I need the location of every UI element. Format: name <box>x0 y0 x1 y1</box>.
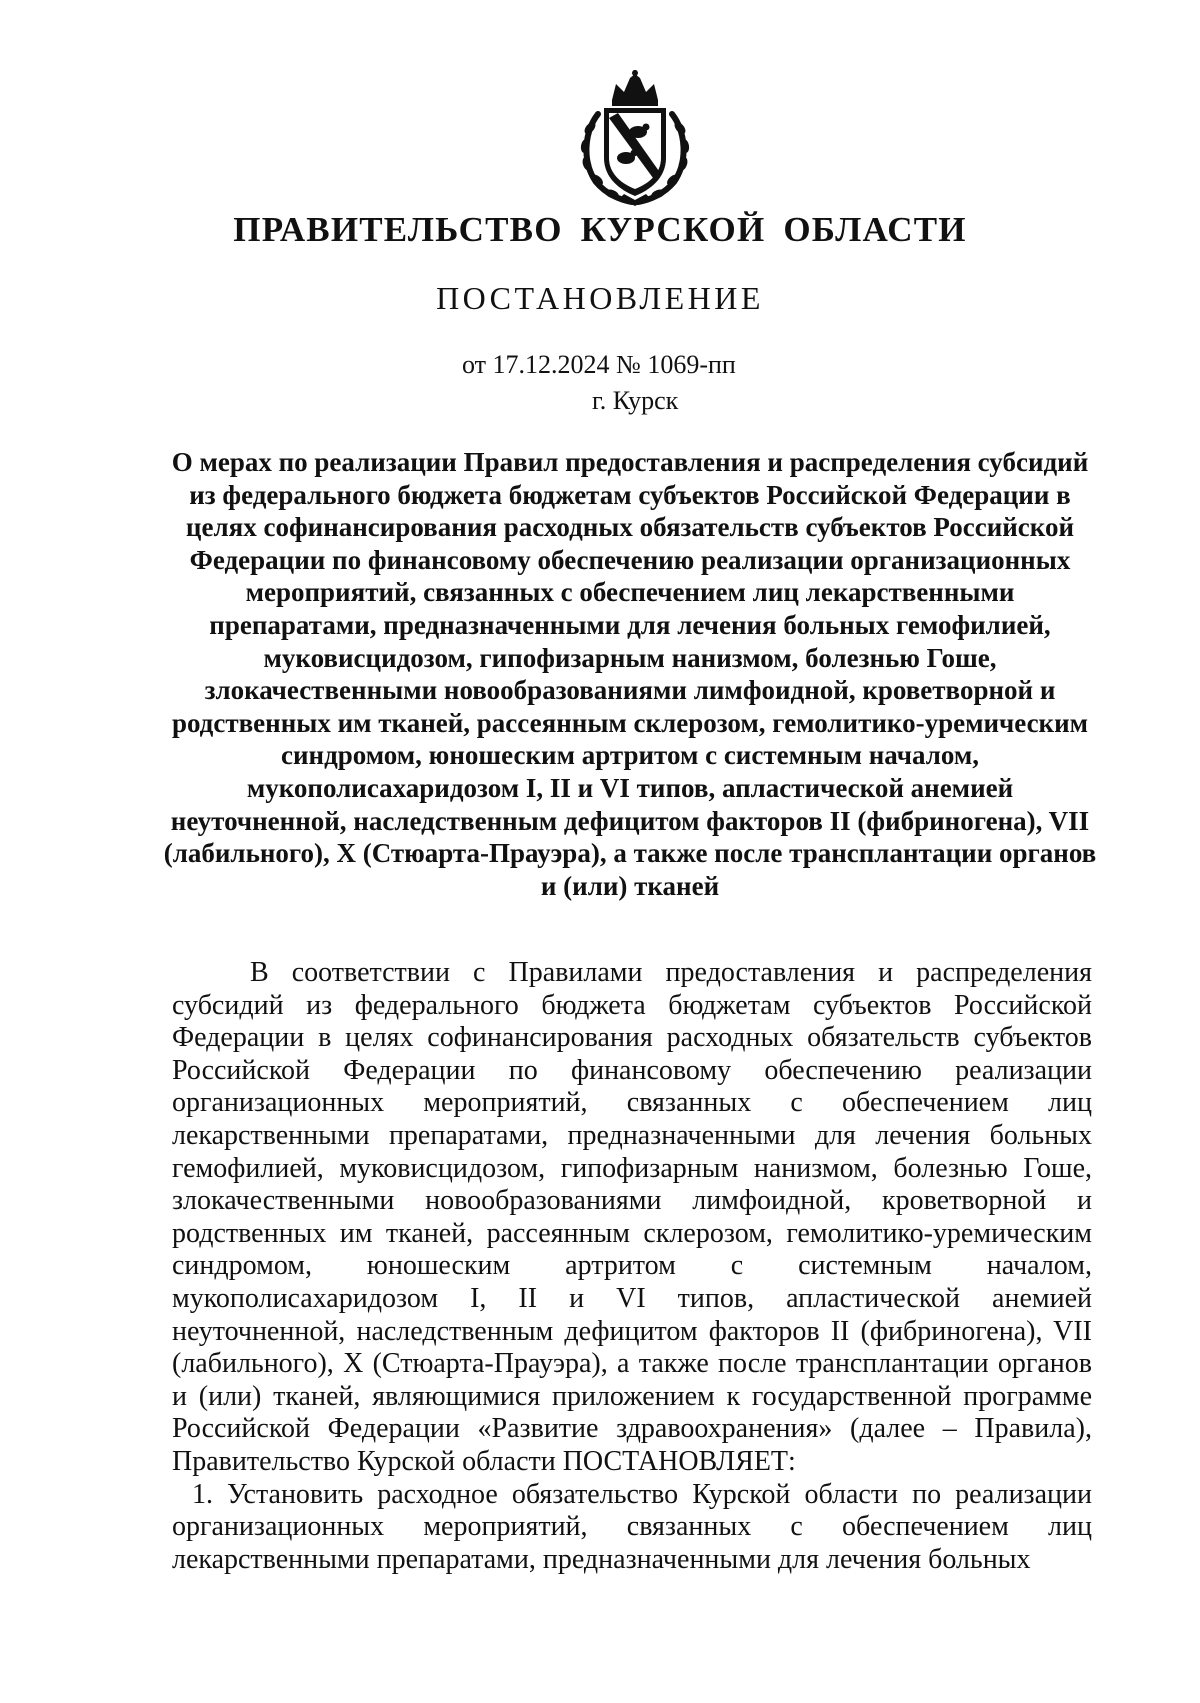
document-subject-title: О мерах по реализации Правил предоставления и распределения субсидий из федерального бюджета бюджетам субъектов Российской Федерации в целях софинансирования расходных обязательств субъектов Российской Федерации по финансовому обеспечению реализации организационных мероприятий, связанных с обеспечением лиц лекарственными препаратами, предназначенными для лечения больных гемофилией, муковисцидозом, гипофизарным нанизмом, болезнью Гоше, злокачественными новообразованиями лимфоидной, кроветворной и родственных им тканей, рассеянным склерозом, гемолитико-уремическим синдромом, юношеским артритом с системным началом, мукополисахаридозом I, II и VI типов, апластической анемией неуточненной, наследственным дефицитом факторов II (фибриногена), VII (лабильного), X (Стюарта-Прауэра), а также после трансплантации органов и (или) тканей <box>163 447 1097 901</box>
coat-of-arms-emblem <box>572 70 698 208</box>
preamble-paragraph: В соответствии с Правилами предоставления и распределения субсидий из федерального бюджета бюджетам субъектов Российской Федерации в целях софинансирования расходных обязательств субъектов Российской Федерации по финансовому обеспечению реализации организационных мероприятий, связанных с обеспечением лиц лекарственными препаратами, предназначенными для лечения больных гемофилией, муковисцидозом, гипофизарным нанизмом, болезнью Гоше, злокачественными новообразованиями лимфоидной, кроветворной и родственных им тканей, рассеянным склерозом, гемолитико-уремическим синдромом, юношеским артритом с системным началом, мукополисахаридозом I, II и VI типов, апластической анемией неуточненной, наследственным дефицитом факторов II (фибриногена), VII (лабильного), X (Стюарта-Прауэра), а также после трансплантации органов и (или) тканей, являющимися приложением к государственной программе Российской Федерации «Развитие здравоохранения» (далее – Правила), Правительство Курской области ПОСТАНОВЛЯЕТ: <box>172 957 1092 1477</box>
government-title: ПРАВИТЕЛЬСТВО КУРСКОЙ ОБЛАСТИ <box>233 210 967 249</box>
kursk-coat-of-arms-icon <box>572 70 698 208</box>
document-type: ПОСТАНОВЛЕНИЕ <box>436 280 764 316</box>
item-1-paragraph: 1. Установить расходное обязательство Курской области по реализации организационных мероприятий, связанных с обеспечением лиц лекарственными препаратами, предназначенными для лечения больных <box>172 1478 1092 1575</box>
document-number-date: от 17.12.2024 № 1069-пп <box>462 350 736 379</box>
document-body <box>172 957 1092 1576</box>
document-city: г. Курск <box>592 386 679 415</box>
